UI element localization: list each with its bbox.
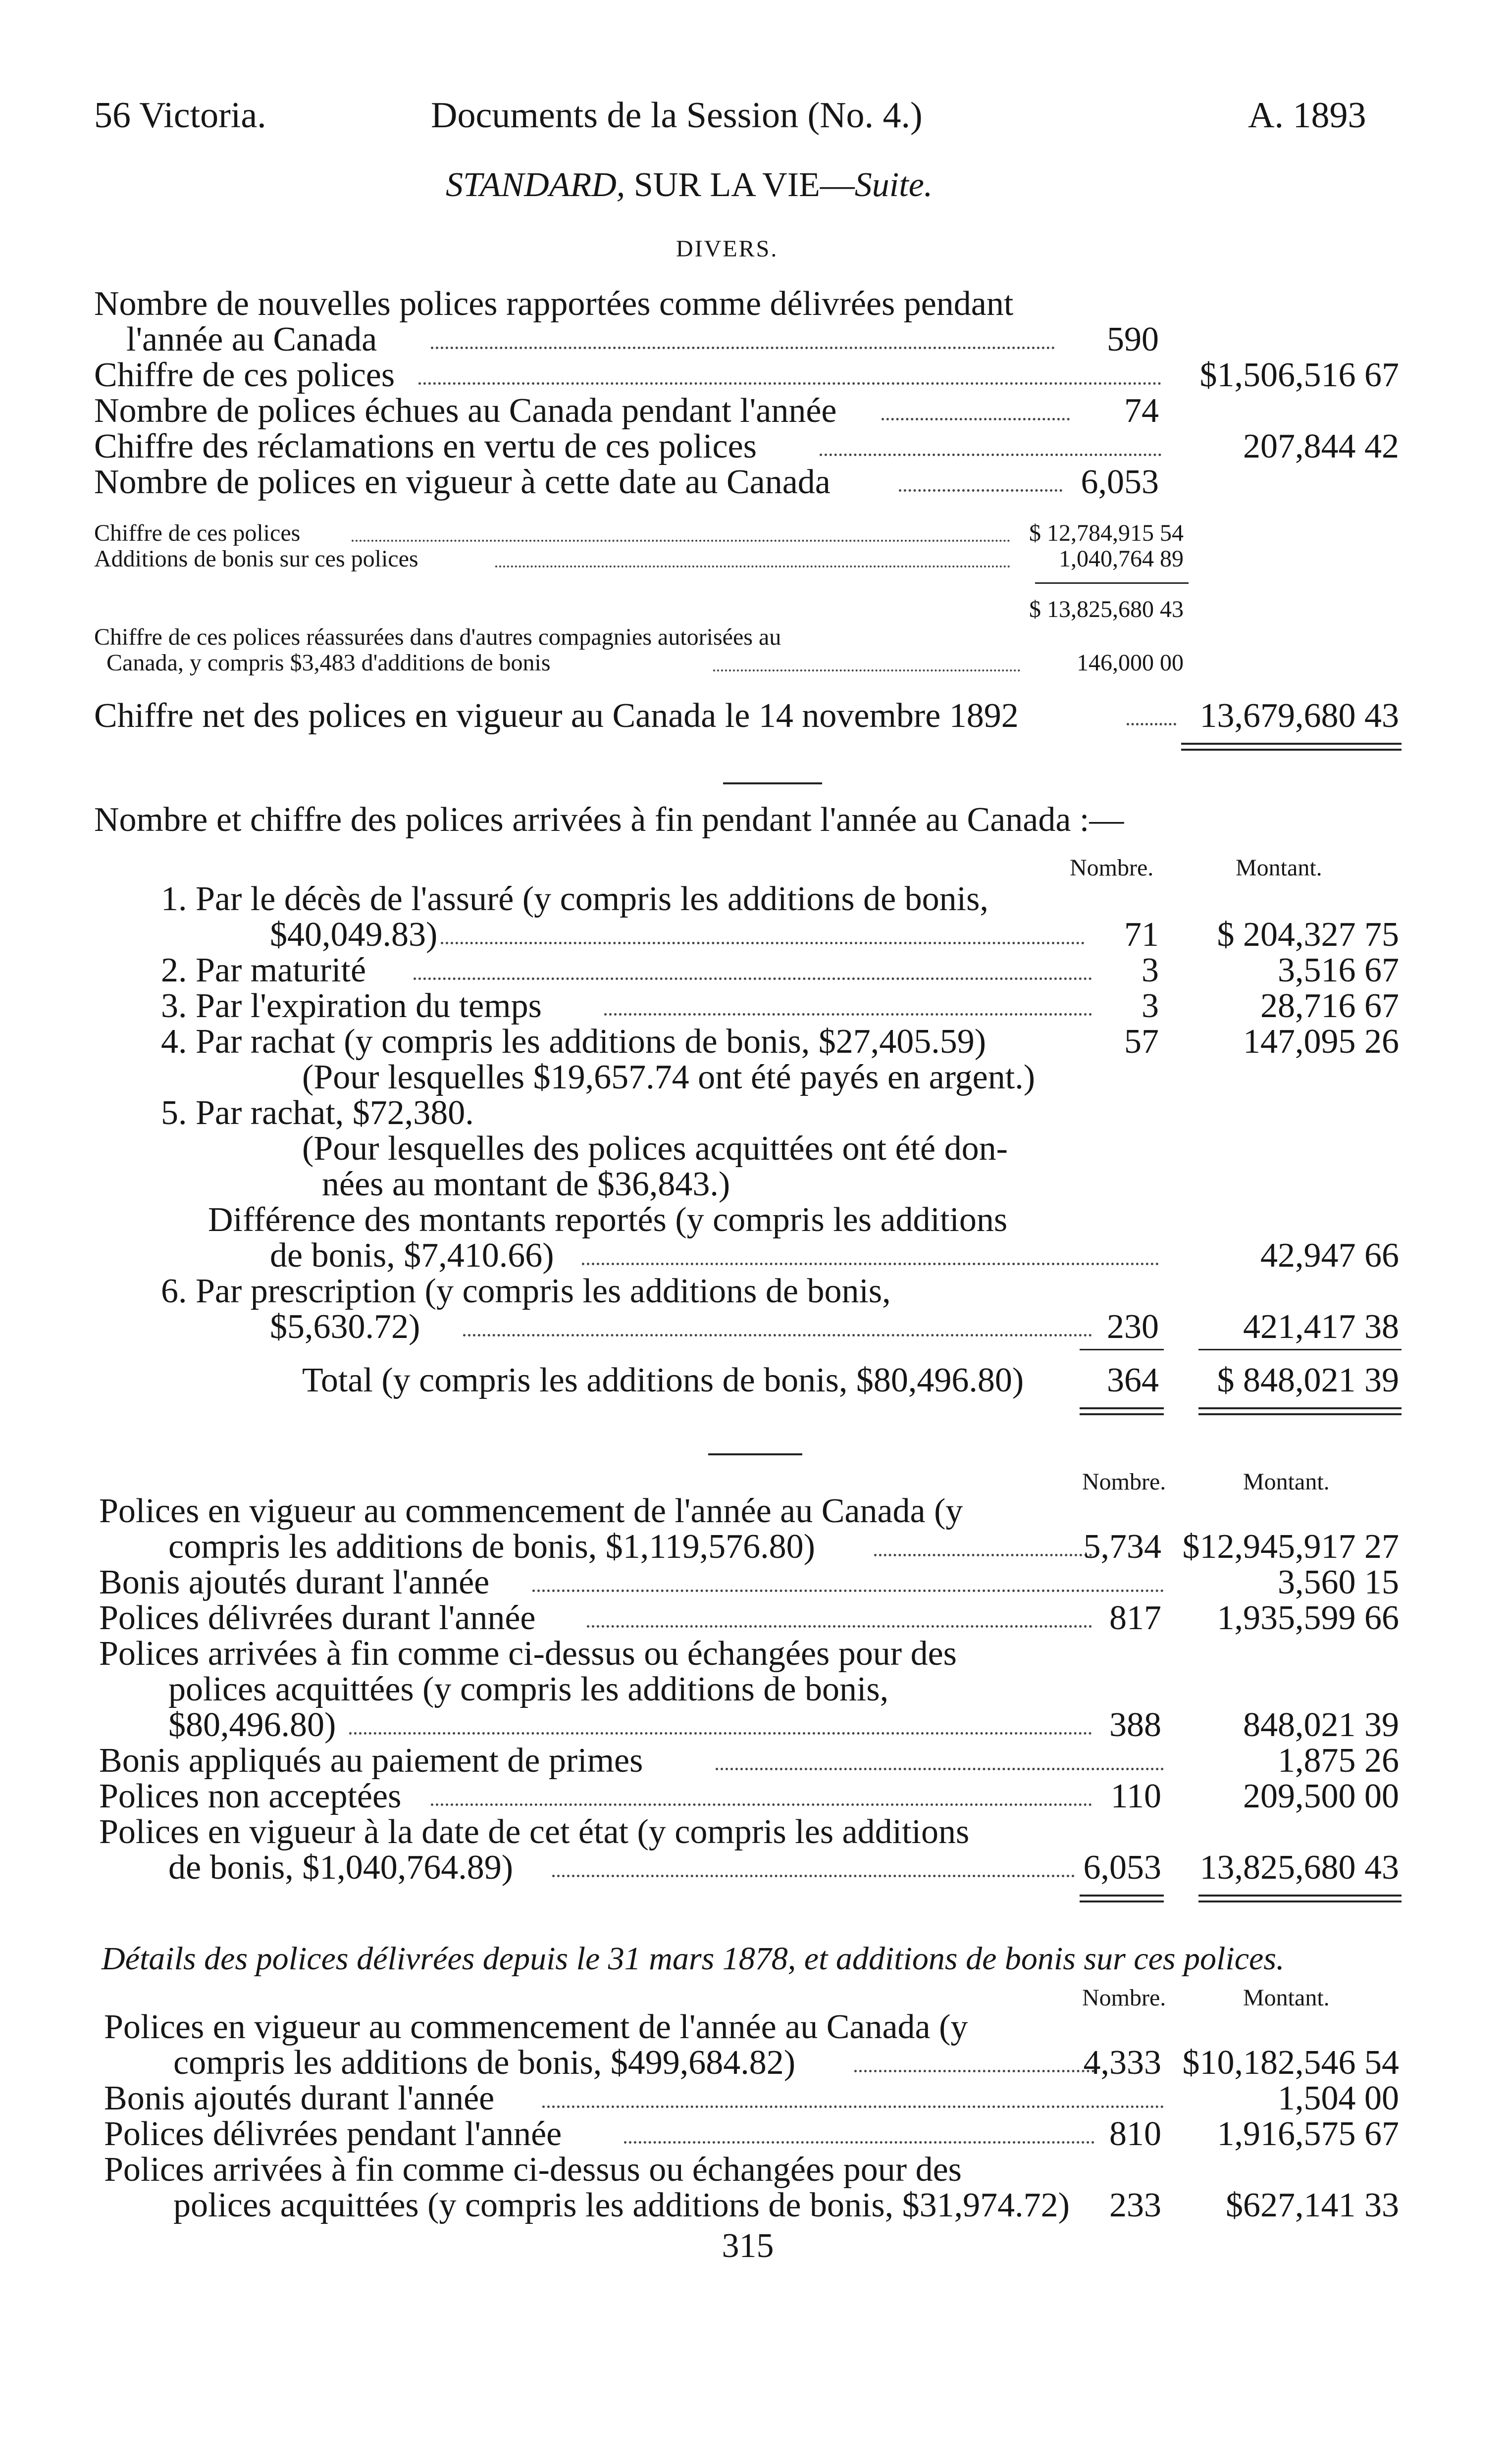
leader xyxy=(414,977,1092,980)
leader xyxy=(495,565,1010,567)
bonus-premium-amount: 1,875 26 xyxy=(1278,1742,1399,1780)
double-rule xyxy=(1198,1407,1402,1409)
small-line2: Additions de bonis sur ces polices xyxy=(94,546,418,572)
document-title: Documents de la Session (No. 4.) xyxy=(431,95,923,136)
leader xyxy=(716,1768,1164,1770)
leader xyxy=(441,942,1085,944)
term-item4: 4. Par rachat (y compris les additions de bonis, $27,405.59) xyxy=(161,1023,987,1061)
double-rule xyxy=(1080,1895,1164,1897)
sum-r4a: Polices arrivées à fin comme ci-dessus ou échangées pour des xyxy=(99,1635,957,1673)
subtitle-company: STANDARD, xyxy=(446,166,625,204)
term-item5d: Différence des montants reportés (y compris les additions xyxy=(208,1201,1008,1239)
year-label: A. 1893 xyxy=(1248,95,1366,136)
det-issued-count: 810 xyxy=(1109,2115,1161,2153)
death-count: 71 xyxy=(1124,916,1159,954)
term-item4b: (Pour lesquelles $19,657.74 ont été payés en argent.) xyxy=(302,1058,1036,1096)
terminated-heading: Nombre et chiffre des polices arrivées à fin pendant l'année au Canada :— xyxy=(94,801,1124,839)
end-amount: 13,825,680 43 xyxy=(1199,1848,1399,1887)
leader xyxy=(587,1625,1092,1628)
sum-r7b: de bonis, $1,040,764.89) xyxy=(168,1848,514,1887)
leader xyxy=(624,2141,1094,2144)
page-number: 315 xyxy=(722,2227,774,2265)
leader xyxy=(604,1013,1092,1016)
details-col-montant: Montant. xyxy=(1243,1985,1330,2011)
sum-r1b: compris les additions de bonis, $1,119,576.80) xyxy=(168,1528,815,1566)
det-bonus-amount: 1,504 00 xyxy=(1278,2079,1399,2117)
reinsured-amount: 146,000 00 xyxy=(1077,650,1184,676)
divers-heading: DIVERS. xyxy=(676,236,779,262)
leader xyxy=(431,347,1055,349)
bonus-added-amount: 3,560 15 xyxy=(1278,1563,1399,1601)
policies-amount-small: $ 12,784,915 54 xyxy=(1029,520,1184,546)
details-heading: Détails des polices délivrées depuis le 31 mars 1878, et additions de bonis sur ces polices. xyxy=(102,1941,1285,1977)
subtitle-suite: Suite. xyxy=(854,166,933,204)
maturity-amount: 3,516 67 xyxy=(1278,951,1399,989)
sum-r4c: $80,496.80) xyxy=(168,1706,336,1744)
policies-amount: $1,506,516 67 xyxy=(1199,356,1399,394)
small-line4b: Canada, y compris $3,483 d'additions de bonis xyxy=(106,650,551,676)
sum-r7a: Polices en vigueur à la date de cet état (y compris les additions xyxy=(99,1813,970,1851)
divers-line4: Chiffre des réclamations en vertu de ces polices xyxy=(94,427,757,465)
divers-line3: Nombre de polices échues au Canada pendant l'année xyxy=(94,392,837,430)
summary-col-nombre: Nombre. xyxy=(1082,1469,1166,1495)
issued-count: 817 xyxy=(1109,1599,1161,1637)
sum-r4b: polices acquittées (y compris les additions de bonis, xyxy=(168,1670,889,1708)
col-nombre: Nombre. xyxy=(1070,855,1154,881)
leader xyxy=(418,382,1161,385)
start-amount: $12,945,917 27 xyxy=(1182,1528,1399,1566)
leader xyxy=(882,418,1070,420)
start-count: 5,734 xyxy=(1083,1528,1161,1566)
small-line4a: Chiffre de ces polices réassurées dans d'autres compagnies autorisées au xyxy=(94,624,781,650)
prescription-amount: 421,417 38 xyxy=(1243,1308,1399,1346)
small-line1: Chiffre de ces polices xyxy=(94,520,301,546)
expiry-amount: 28,716 67 xyxy=(1260,987,1399,1025)
ended-amount: 848,021 39 xyxy=(1243,1706,1399,1744)
divers-line2: Chiffre de ces polices xyxy=(94,356,395,394)
det-r1a: Polices en vigueur au commencement de l'année au Canada (y xyxy=(104,2008,968,2046)
section-divider xyxy=(708,1453,802,1455)
subtitle-rest: SUR LA VIE— xyxy=(633,166,855,204)
col-montant: Montant. xyxy=(1236,855,1322,881)
total-line: Total (y compris les additions de bonis, $80,496.80) xyxy=(302,1361,1024,1399)
term-item5b: (Pour lesquelles des polices acquittées ont été don- xyxy=(302,1129,1008,1168)
summary-col-montant: Montant. xyxy=(1243,1469,1330,1495)
sum-r3: Polices délivrées durant l'année xyxy=(99,1599,536,1637)
session-label: 56 Victoria. xyxy=(94,95,266,136)
leader xyxy=(713,669,1020,671)
term-item5c: nées au montant de $36,843.) xyxy=(322,1165,730,1203)
leader xyxy=(463,1334,1092,1336)
not-accepted-amount: 209,500 00 xyxy=(1243,1777,1399,1815)
matured-count: 74 xyxy=(1124,392,1159,430)
section-divider xyxy=(723,782,822,784)
sum-rule xyxy=(1080,1349,1164,1350)
sum-r2: Bonis ajoutés durant l'année xyxy=(99,1563,490,1601)
term-item1b: $40,049.83) xyxy=(270,916,438,954)
term-item2: 2. Par maturité xyxy=(161,951,366,989)
det-start-amount: $10,182,546 54 xyxy=(1182,2044,1399,2082)
subtitle xyxy=(446,167,933,203)
bonus-additions: 1,040,764 89 xyxy=(1059,546,1184,572)
leader xyxy=(542,2105,1164,2108)
surrender-count: 57 xyxy=(1124,1023,1159,1061)
term-item5: 5. Par rachat, $72,380. xyxy=(161,1094,474,1132)
det-r2: Bonis ajoutés durant l'année xyxy=(104,2079,495,2117)
divers-line1b: l'année au Canada xyxy=(126,320,377,359)
surrender-amount: 147,095 26 xyxy=(1243,1023,1399,1061)
det-r1b: compris les additions de bonis, $499,684.82) xyxy=(173,2044,796,2082)
double-rule xyxy=(1181,743,1402,745)
new-policies-count: 590 xyxy=(1107,320,1159,359)
prescription-count: 230 xyxy=(1107,1308,1159,1346)
term-item6b: $5,630.72) xyxy=(270,1308,420,1346)
issued-amount: 1,935,599 66 xyxy=(1217,1599,1399,1637)
sum-rule xyxy=(1035,582,1189,584)
det-r3: Polices délivrées pendant l'année xyxy=(104,2115,562,2153)
details-col-nombre: Nombre. xyxy=(1082,1985,1166,2011)
leader xyxy=(820,454,1161,456)
sum-rule xyxy=(1198,1349,1402,1350)
double-rule xyxy=(1198,1413,1402,1415)
sum-r5: Bonis appliqués au paiement de primes xyxy=(99,1742,643,1780)
sum-r1a: Polices en vigueur au commencement de l'année au Canada (y xyxy=(99,1492,963,1530)
expiry-count: 3 xyxy=(1142,987,1159,1025)
in-force-count: 6,053 xyxy=(1081,463,1159,501)
leader xyxy=(532,1590,1164,1592)
double-rule xyxy=(1080,1900,1164,1902)
difference-amount: 42,947 66 xyxy=(1260,1236,1399,1275)
net-amount: 13,679,680 43 xyxy=(1199,697,1399,735)
det-r4b: polices acquittées (y compris les additions de bonis, $31,974.72) xyxy=(173,2186,1070,2224)
leader xyxy=(352,540,1010,542)
double-rule xyxy=(1080,1413,1164,1415)
not-accepted-count: 110 xyxy=(1110,1777,1161,1815)
death-amount: $ 204,327 75 xyxy=(1217,916,1399,954)
double-rule xyxy=(1198,1895,1402,1897)
leader xyxy=(582,1263,1159,1265)
det-start-count: 4,333 xyxy=(1083,2044,1161,2082)
leader xyxy=(552,1875,1075,1877)
term-item6a: 6. Par prescription (y compris les additions de bonis, xyxy=(161,1272,891,1310)
det-issued-amount: 1,916,575 67 xyxy=(1217,2115,1399,2153)
term-item5e: de bonis, $7,410.66) xyxy=(270,1236,554,1275)
net-line: Chiffre net des polices en vigueur au Canada le 14 novembre 1892 xyxy=(94,697,1019,735)
maturity-count: 3 xyxy=(1142,951,1159,989)
term-item1a: 1. Par le décès de l'assuré (y compris les additions de bonis, xyxy=(161,880,988,918)
ended-count: 388 xyxy=(1109,1706,1161,1744)
divers-line1a: Nombre de nouvelles polices rapportées comme délivrées pendant xyxy=(94,285,1014,323)
det-ended-amount: $627,141 33 xyxy=(1226,2186,1399,2224)
total-count: 364 xyxy=(1107,1361,1159,1399)
double-rule xyxy=(1181,749,1402,751)
leader xyxy=(431,1803,1092,1806)
sum-r6: Polices non acceptées xyxy=(99,1777,402,1815)
end-count: 6,053 xyxy=(1083,1848,1161,1887)
total-amount: $ 848,021 39 xyxy=(1217,1361,1399,1399)
claims-amount: 207,844 42 xyxy=(1243,427,1399,465)
leader xyxy=(349,1732,1092,1735)
term-item3: 3. Par l'expiration du temps xyxy=(161,987,542,1025)
leader xyxy=(899,489,1062,492)
subtotal-amount: $ 13,825,680 43 xyxy=(1029,596,1184,622)
divers-line5: Nombre de polices en vigueur à cette date au Canada xyxy=(94,463,831,501)
double-rule xyxy=(1198,1900,1402,1902)
det-ended-count: 233 xyxy=(1109,2186,1161,2224)
double-rule xyxy=(1080,1407,1164,1409)
det-r4a: Polices arrivées à fin comme ci-dessus ou échangées pour des xyxy=(104,2151,962,2189)
